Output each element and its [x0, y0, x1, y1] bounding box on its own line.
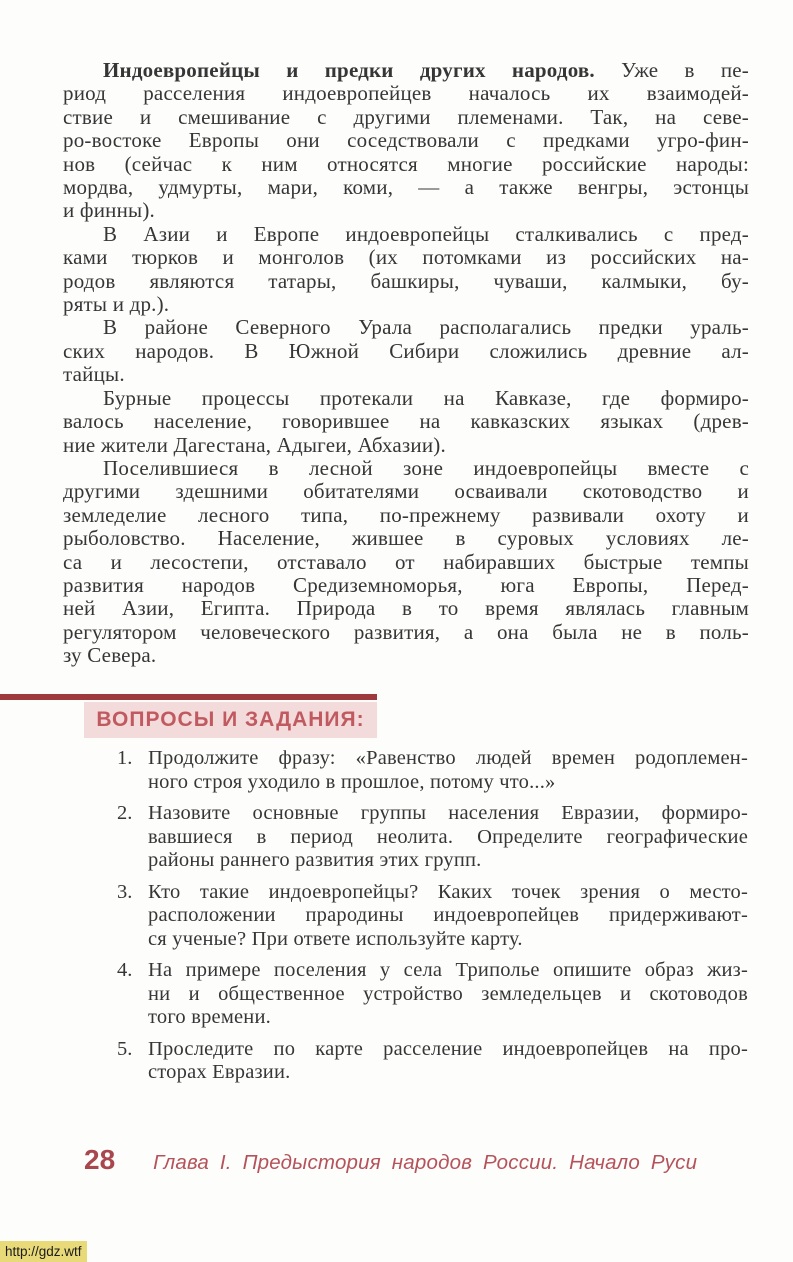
- question-number: 1.: [117, 747, 133, 769]
- watermark-url: http://gdz.wtf: [0, 1241, 87, 1262]
- text-line: Проследите по карте расселение индоевропейцев на про-: [148, 1037, 748, 1060]
- question-text: [148, 1038, 748, 1085]
- text-line: развития народов Средиземноморья, юга Европы, Перед-: [63, 572, 749, 597]
- question-number: 5.: [117, 1037, 133, 1060]
- text-line: ками тюрков и монголов (их потомками из российских на-: [63, 245, 749, 270]
- text-line: того времени.: [148, 1006, 271, 1028]
- text-line: В районе Северного Урала располагались предки ураль-: [103, 315, 749, 340]
- page-number: 28: [84, 1144, 116, 1175]
- text-line: другими здешними обитателями осваивали скотоводство и: [63, 479, 749, 504]
- paragraph: [63, 223, 749, 317]
- questions-heading: ВОПРОСЫ И ЗАДАНИЯ:: [96, 708, 365, 731]
- text-line: Назовите основные группы населения Евразии, формиро-: [148, 802, 748, 824]
- chapter-title: Глава I. Предыстория народов России. Начало Руси: [153, 1151, 698, 1174]
- text-line: Бурные процессы протекали на Кавказе, где формиро-: [103, 385, 749, 410]
- text-line: ряты и др.).: [63, 292, 170, 317]
- text-line: Кто такие индоевропейцы? Каких точек зрения о место-: [148, 880, 748, 903]
- paragraph: [63, 457, 749, 668]
- paragraph: [63, 387, 749, 457]
- question-text: [148, 747, 748, 794]
- question-number: 4.: [117, 959, 133, 981]
- questions-heading-box: [84, 702, 377, 738]
- text-line: вавшиеся в период неолита. Определите географические: [148, 825, 748, 848]
- text-line: ного строя уходило в прошлое, потому что...»: [148, 770, 556, 793]
- text-line: Поселившиеся в лесной зоне индоевропейцы вместе с: [103, 455, 749, 480]
- text-line: нов (сейчас к ним относятся многие российские народы:: [63, 151, 749, 176]
- text-line: валось население, говорившее на кавказских языках (древ-: [63, 409, 749, 434]
- questions-list: [117, 747, 748, 1093]
- text-line: родов являются татары, башкиры, чуваши, калмыки, бу-: [63, 268, 749, 293]
- text-line: ние жители Дагестана, Адыгеи, Абхазии).: [63, 432, 446, 457]
- text-line: районы раннего развития этих групп.: [148, 849, 482, 871]
- paragraph-lead-bold: Индоевропейцы и предки других народов.: [103, 58, 622, 82]
- paragraph: [63, 316, 749, 386]
- text-line: ствие и смешивание с другими племенами. Так, на севе-: [63, 104, 749, 129]
- question-text: [148, 802, 748, 873]
- text-line: риод расселения индоевропейцев началось их взаимодей-: [63, 81, 749, 106]
- text-line: мордва, удмурты, мари, коми, — а также венгры, эстонцы: [63, 175, 749, 200]
- page-footer: [84, 1144, 733, 1176]
- text-line: сторах Евразии.: [148, 1061, 291, 1083]
- question-number: 3.: [117, 880, 133, 903]
- question-item: [117, 1038, 748, 1085]
- question-item: [117, 802, 748, 873]
- body-text: [63, 59, 749, 668]
- text-line: В Азии и Европе индоевропейцы сталкивались с пред-: [103, 221, 749, 246]
- question-number: 2.: [117, 802, 133, 824]
- text-line: ских народов. В Южной Сибири сложились древние ал-: [63, 338, 749, 363]
- question-item: [117, 747, 748, 794]
- question-text: [148, 959, 748, 1030]
- text-line: са и лесостепи, отставало от набиравших быстрые темпы: [63, 549, 749, 574]
- text-line: Продолжите фразу: «Равенство людей времен родоплемен-: [148, 747, 748, 769]
- text-line: ро-востоке Европы они соседствовали с предками угро-фин-: [63, 128, 749, 153]
- text-line: земледелие лесного типа, по-прежнему развивали охоту и: [63, 502, 749, 527]
- section-divider-bar: [0, 694, 377, 700]
- text-line: тайцы.: [63, 362, 125, 387]
- text-line: На примере поселения у села Триполье опишите образ жиз-: [148, 959, 748, 981]
- text-line: ни и общественное устройство земледельцев и скотоводов: [148, 982, 748, 1005]
- text-line: и финны).: [63, 198, 155, 223]
- paragraph: [63, 59, 749, 223]
- text-line: ся ученые? При ответе используйте карту.: [148, 927, 523, 950]
- question-item: [117, 881, 748, 952]
- question-item: [117, 959, 748, 1030]
- text-line: рыболовство. Население, жившее в суровых условиях ле-: [63, 526, 749, 551]
- text-line: ней Азии, Египта. Природа в то время являлась главным: [63, 596, 749, 621]
- text-line: расположении прародины индоевропейцев придерживают-: [148, 904, 748, 926]
- text-line: Индоевропейцы и предки других народов. Уже в пе-: [103, 58, 750, 82]
- question-text: [148, 881, 748, 952]
- text-line: регулятором человеческого развития, а она была не в поль-: [63, 619, 749, 644]
- text-line: зу Севера.: [63, 643, 157, 668]
